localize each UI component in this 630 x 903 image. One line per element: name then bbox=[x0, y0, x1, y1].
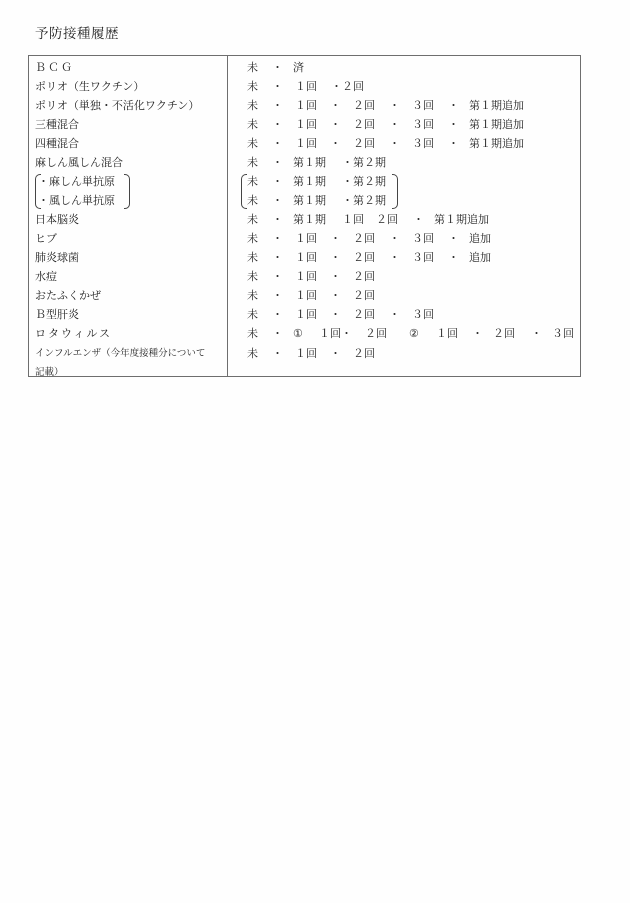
status-not-done: 未 bbox=[247, 270, 258, 283]
separator: ・ bbox=[272, 327, 283, 340]
dose-1: １回 bbox=[295, 270, 317, 283]
option-1-dose-1: １回・ bbox=[319, 327, 352, 340]
booster-1: 第１期追加 bbox=[469, 137, 524, 150]
table-row-rubella-single bbox=[29, 191, 580, 210]
table-row-dpt bbox=[29, 115, 580, 134]
option-2-dose-2: ２回 bbox=[493, 327, 515, 340]
separator: ・ bbox=[389, 137, 400, 150]
separator: ・ bbox=[330, 118, 341, 131]
dose-3: ３回 bbox=[412, 232, 434, 245]
status-not-done: 未 bbox=[247, 175, 258, 188]
separator: ・ bbox=[389, 99, 400, 112]
dose-2: ２回 bbox=[353, 118, 375, 131]
vaccine-name: ポリオ（単独・不活化ワクチン） bbox=[35, 99, 200, 112]
dose-1: １回 bbox=[295, 308, 317, 321]
dose-1: １回 bbox=[295, 80, 317, 93]
table-row-bcg bbox=[29, 58, 580, 77]
separator: ・ bbox=[330, 232, 341, 245]
status-done: 済 bbox=[293, 61, 304, 74]
separator: ・ bbox=[389, 251, 400, 264]
separator: ・ bbox=[389, 308, 400, 321]
separator: ・ bbox=[272, 347, 283, 360]
separator: ・ bbox=[330, 308, 341, 321]
table-row-mumps bbox=[29, 286, 580, 305]
vaccine-name: 日本脳炎 bbox=[35, 213, 79, 226]
vaccine-name: ヒブ bbox=[35, 232, 57, 245]
separator: ・ bbox=[272, 194, 283, 207]
dose-1: １回 bbox=[295, 232, 317, 245]
dose-3: ３回 bbox=[412, 308, 434, 321]
table-row-hib bbox=[29, 229, 580, 248]
option-2-dose-1: １回 bbox=[436, 327, 458, 340]
vaccine-name: おたふくかぜ bbox=[35, 289, 101, 302]
dose-2: ２回 bbox=[353, 137, 375, 150]
table-row-rotavirus bbox=[29, 324, 580, 343]
dose-2: ２回 bbox=[353, 251, 375, 264]
booster-1: 第１期追加 bbox=[469, 99, 524, 112]
separator: ・ bbox=[330, 289, 341, 302]
vaccine-name-line-2: 記載） bbox=[35, 367, 64, 378]
vaccine-name: ロタウィルス bbox=[35, 327, 113, 340]
period-1: 第１期 bbox=[293, 156, 326, 169]
dose-2: ２回 bbox=[353, 99, 375, 112]
separator: ・ bbox=[272, 270, 283, 283]
separator: ・ bbox=[330, 99, 341, 112]
vaccine-name: 肺炎球菌 bbox=[35, 251, 79, 264]
dose-2: ２回 bbox=[353, 232, 375, 245]
vaccine-name: ・風しん単抗原 bbox=[38, 194, 115, 207]
table-row-hepatitis-b bbox=[29, 305, 580, 324]
dose-1: １回 bbox=[295, 137, 317, 150]
separator: ・ bbox=[413, 213, 424, 226]
separator: ・ bbox=[330, 251, 341, 264]
table-row-mr bbox=[29, 153, 580, 172]
separator: ・ bbox=[389, 118, 400, 131]
table-row-polio-live bbox=[29, 77, 580, 96]
separator: ・ bbox=[272, 251, 283, 264]
dose-1: １回 bbox=[295, 289, 317, 302]
vaccine-name: ポリオ（生ワクチン） bbox=[35, 80, 145, 93]
separator: ・ bbox=[389, 232, 400, 245]
status-not-done: 未 bbox=[247, 232, 258, 245]
separator: ・ bbox=[472, 327, 483, 340]
table-row-influenza bbox=[29, 343, 580, 376]
booster: 追加 bbox=[469, 251, 491, 264]
vaccine-name: 水痘 bbox=[35, 270, 57, 283]
separator: ・ bbox=[448, 232, 459, 245]
status-not-done: 未 bbox=[247, 213, 258, 226]
separator: ・ bbox=[272, 61, 283, 74]
dose-2: ２回 bbox=[376, 213, 398, 226]
dose-3: ３回 bbox=[412, 137, 434, 150]
separator: ・ bbox=[330, 270, 341, 283]
vaccination-history-table bbox=[28, 55, 581, 377]
period-2: ・第２期 bbox=[342, 175, 386, 188]
separator: ・ bbox=[330, 137, 341, 150]
period-1: 第１期 bbox=[293, 194, 326, 207]
separator: ・ bbox=[531, 327, 542, 340]
vaccine-name bbox=[35, 344, 205, 382]
status-not-done: 未 bbox=[247, 347, 258, 360]
period-1: 第１期 bbox=[293, 175, 326, 188]
option-1-dose-2: ２回 bbox=[365, 327, 387, 340]
status-not-done: 未 bbox=[247, 289, 258, 302]
booster: 追加 bbox=[469, 232, 491, 245]
status-not-done: 未 bbox=[247, 99, 258, 112]
separator: ・ bbox=[272, 137, 283, 150]
dose-3: ３回 bbox=[412, 251, 434, 264]
table-row-pneumococcal bbox=[29, 248, 580, 267]
separator: ・ bbox=[272, 289, 283, 302]
separator: ・ bbox=[272, 156, 283, 169]
separator: ・ bbox=[272, 118, 283, 131]
period-2: ・第２期 bbox=[342, 156, 386, 169]
vaccine-name: 三種混合 bbox=[35, 118, 79, 131]
separator: ・ bbox=[448, 118, 459, 131]
vaccine-name: 四種混合 bbox=[35, 137, 79, 150]
dose-2: ２回 bbox=[353, 270, 375, 283]
dose-1: １回 bbox=[295, 251, 317, 264]
dose-1: １回 bbox=[295, 347, 317, 360]
dose-2: ・２回 bbox=[331, 80, 364, 93]
dose-1: １回 bbox=[295, 99, 317, 112]
separator: ・ bbox=[272, 99, 283, 112]
status-not-done: 未 bbox=[247, 251, 258, 264]
status-not-done: 未 bbox=[247, 327, 258, 340]
status-not-done: 未 bbox=[247, 156, 258, 169]
separator: ・ bbox=[448, 137, 459, 150]
status-not-done: 未 bbox=[247, 308, 258, 321]
option-2-dose-3: ３回 bbox=[552, 327, 574, 340]
dose-1: １回 bbox=[342, 213, 364, 226]
separator: ・ bbox=[272, 213, 283, 226]
vaccine-name: 麻しん風しん混合 bbox=[35, 156, 123, 169]
dose-2: ２回 bbox=[353, 347, 375, 360]
separator: ・ bbox=[448, 99, 459, 112]
separator: ・ bbox=[272, 308, 283, 321]
option-2-marker: ② bbox=[409, 327, 419, 340]
separator: ・ bbox=[272, 80, 283, 93]
vaccine-name: Ｂ型肝炎 bbox=[35, 308, 79, 321]
status-not-done: 未 bbox=[247, 61, 258, 74]
separator: ・ bbox=[330, 347, 341, 360]
status-not-done: 未 bbox=[247, 80, 258, 93]
option-1-marker: ① bbox=[293, 327, 303, 340]
table-row-measles-single bbox=[29, 172, 580, 191]
status-not-done: 未 bbox=[247, 137, 258, 150]
separator: ・ bbox=[272, 175, 283, 188]
status-not-done: 未 bbox=[247, 118, 258, 131]
table-row-japanese-encephalitis bbox=[29, 210, 580, 229]
dose-1: １回 bbox=[295, 118, 317, 131]
period-2: ・第２期 bbox=[342, 194, 386, 207]
table-row-dpt-ipv bbox=[29, 134, 580, 153]
dose-2: ２回 bbox=[353, 308, 375, 321]
separator: ・ bbox=[448, 251, 459, 264]
dose-3: ３回 bbox=[412, 99, 434, 112]
separator: ・ bbox=[272, 232, 283, 245]
period-1: 第１期 bbox=[293, 213, 326, 226]
vaccine-name: ＢＣＧ bbox=[35, 61, 74, 74]
booster-1: 第１期追加 bbox=[434, 213, 489, 226]
page-title: 予防接種履歴 bbox=[35, 26, 119, 42]
status-not-done: 未 bbox=[247, 194, 258, 207]
table-row-polio-inactivated bbox=[29, 96, 580, 115]
booster-1: 第１期追加 bbox=[469, 118, 524, 131]
vaccine-name-line-1: インフルエンザ（今年度接種分について bbox=[35, 348, 206, 359]
vaccine-name: ・麻しん単抗原 bbox=[38, 175, 115, 188]
dose-2: ２回 bbox=[353, 289, 375, 302]
table-row-varicella bbox=[29, 267, 580, 286]
dose-3: ３回 bbox=[412, 118, 434, 131]
